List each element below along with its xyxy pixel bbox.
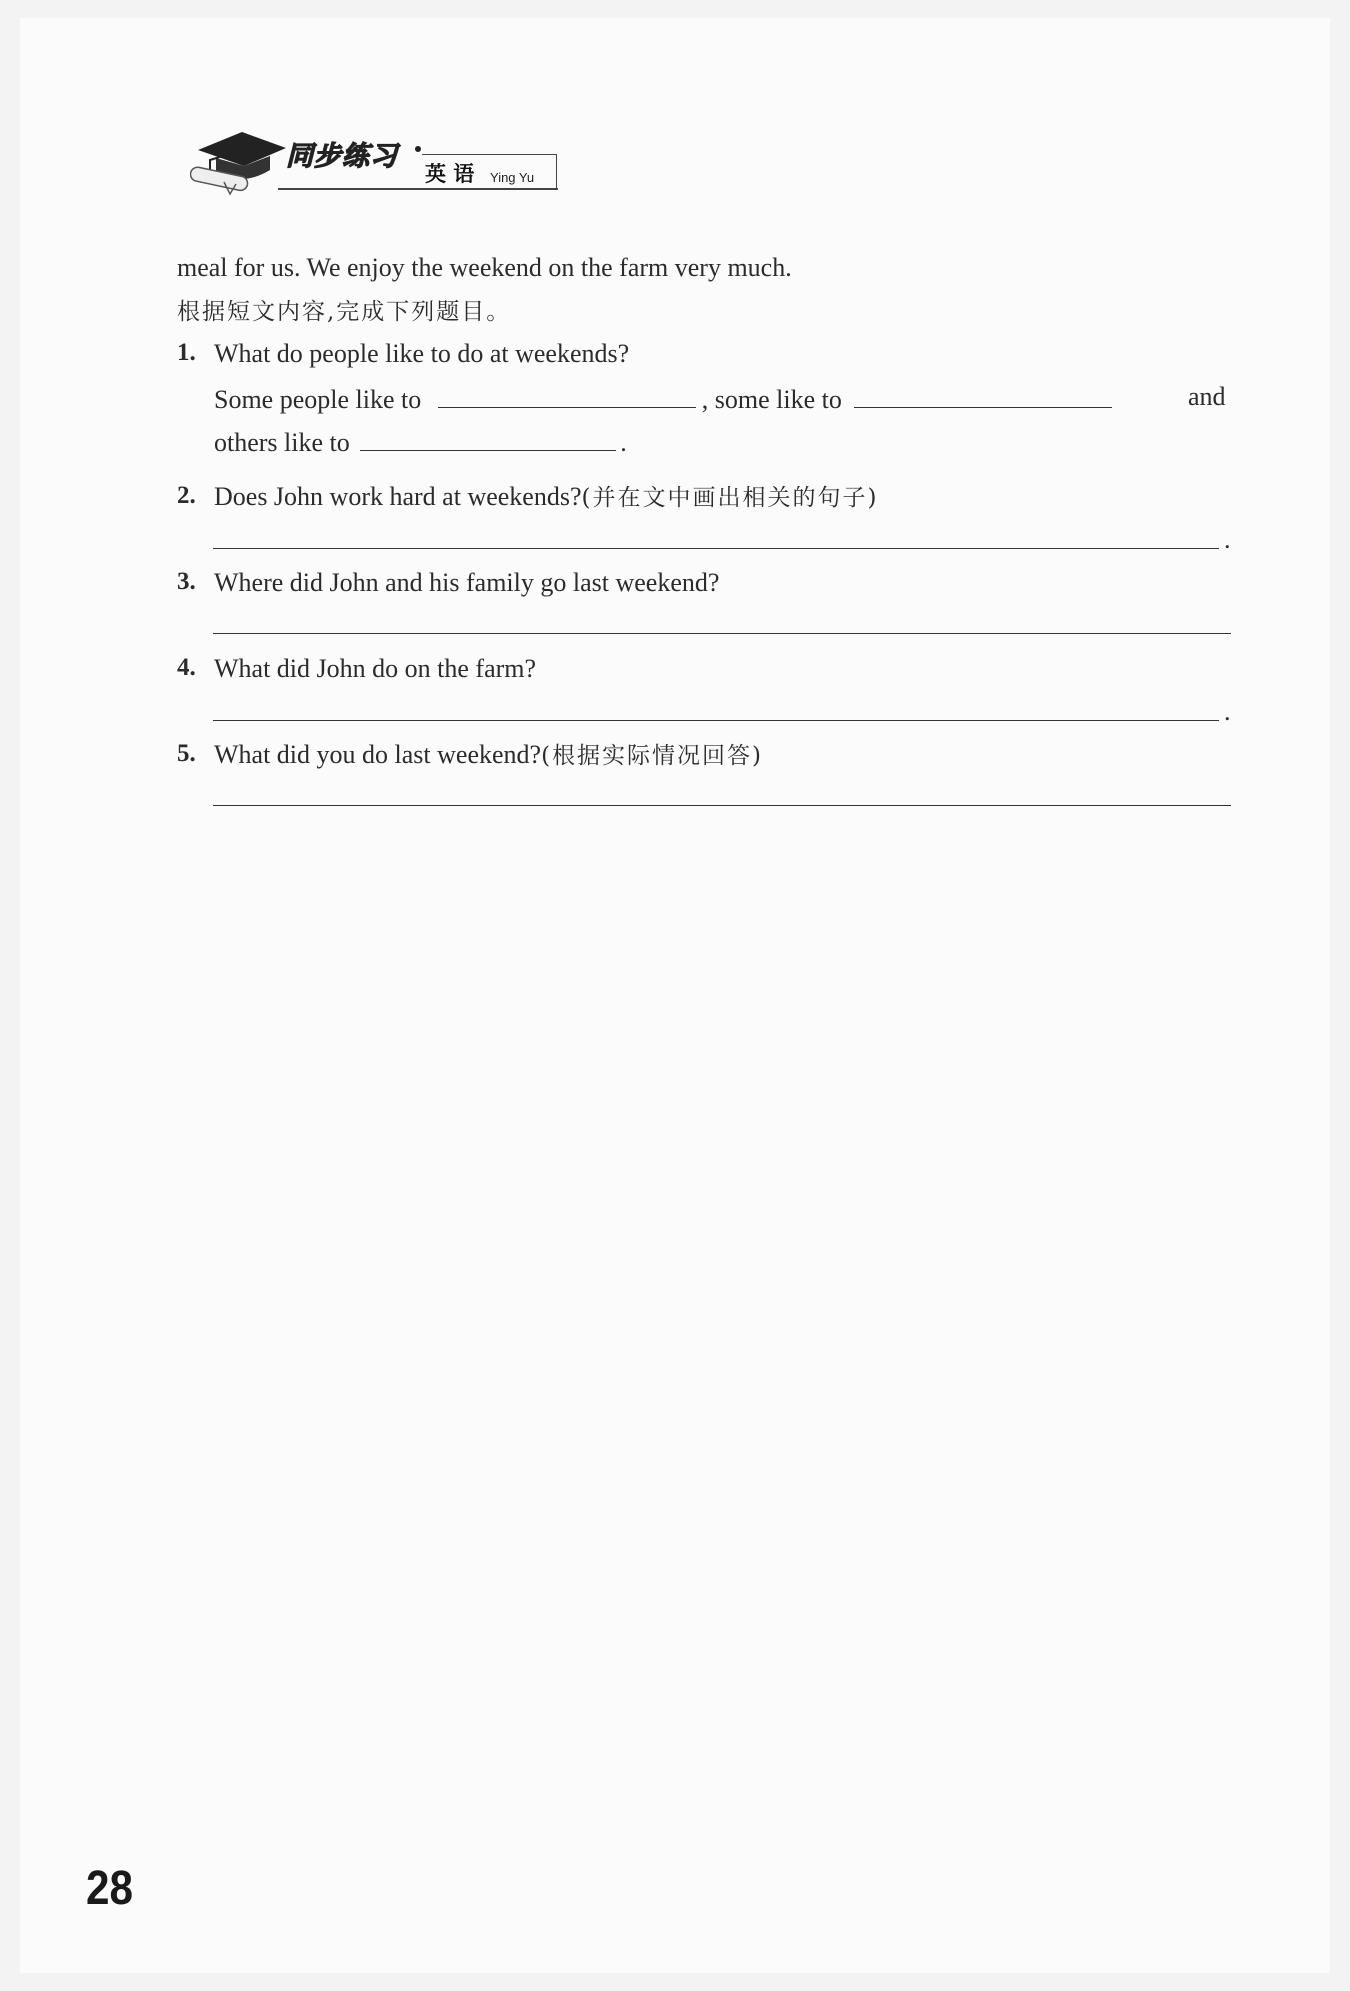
subject-label: 英 语 (425, 162, 475, 186)
question-number-3: 3. (177, 568, 196, 595)
subject-pinyin: Ying Yu (490, 170, 535, 185)
question-1-answer-line-2 (214, 424, 627, 459)
header-rule (278, 188, 558, 190)
question-2-note: (并在文中画出相关的句子) (581, 485, 879, 511)
answer-prefix-1: Some people like to (214, 385, 422, 414)
answer-end-4: . (1224, 697, 1231, 726)
answer-prefix-1c: others like to (214, 428, 350, 457)
question-1-answer-line (214, 381, 1112, 416)
answer-mid-1: , some like to (701, 385, 842, 414)
question-2-text: Does John work hard at weekends?(并在文中画出相关的句子) (214, 482, 879, 511)
question-3-text: Where did John and his family go last weekend? (214, 568, 720, 597)
page-header (190, 126, 560, 198)
question-5-note: (根据实际情况回答) (541, 743, 764, 769)
graduation-cap-icon (190, 126, 290, 198)
answer-line-2[interactable] (213, 548, 1219, 549)
question-number-5: 5. (177, 740, 196, 767)
answer-blank-1b[interactable] (854, 381, 1112, 408)
header-dot (415, 146, 421, 152)
question-1-text: What do people like to do at weekends? (214, 339, 630, 368)
worksheet-page (20, 18, 1330, 1973)
answer-blank-1c[interactable] (360, 424, 616, 451)
instruction: 根据短文内容,完成下列题目。 (177, 299, 512, 325)
answer-line-5[interactable] (213, 805, 1231, 806)
passage-tail: meal for us. We enjoy the weekend on the farm very much. (177, 253, 792, 282)
answer-blank-1a[interactable] (438, 381, 696, 408)
answer-and: and (1188, 382, 1226, 411)
page-number: 28 (86, 1862, 133, 1915)
question-number-4: 4. (177, 654, 196, 681)
answer-line-4[interactable] (213, 720, 1219, 721)
series-title: 同步练习 (286, 141, 398, 172)
answer-end-1: . (620, 428, 627, 457)
question-number-1: 1. (177, 339, 196, 366)
question-number-2: 2. (177, 482, 196, 509)
answer-line-3[interactable] (213, 633, 1231, 634)
question-4-text: What did John do on the farm? (214, 654, 537, 683)
answer-end-2: . (1224, 525, 1231, 554)
question-5-text: What did you do last weekend?(根据实际情况回答) (214, 740, 764, 769)
